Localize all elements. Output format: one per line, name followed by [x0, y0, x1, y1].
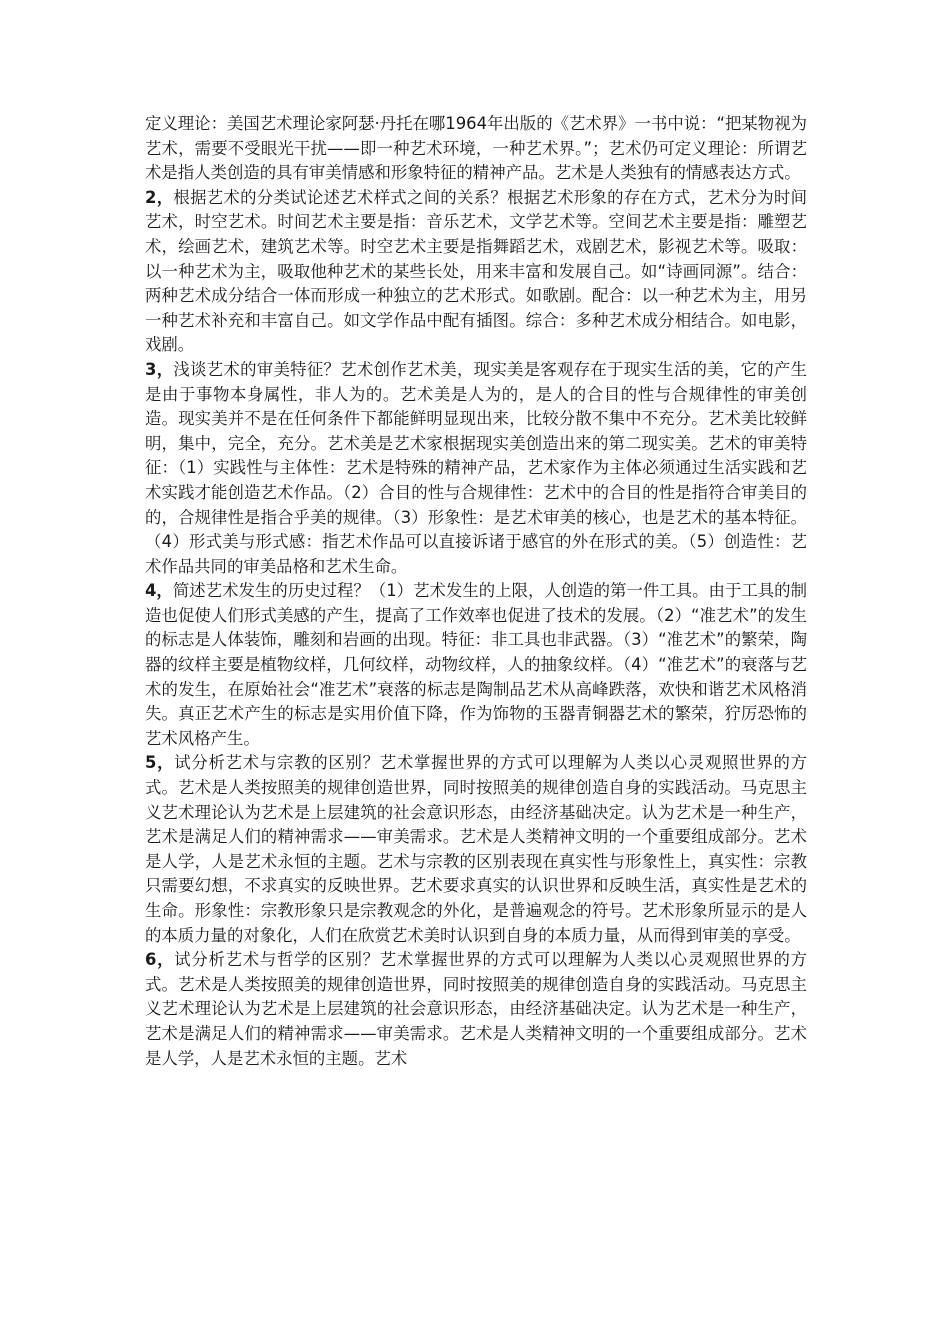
paragraph-number: 5，	[145, 753, 175, 773]
paragraph-number: 6，	[145, 950, 175, 970]
paragraph-text: 试分析艺术与宗教的区别？艺术掌握世界的方式可以理解为人类以心灵观照世界的方式。艺术是人类按照美的规律创造世界，同时按照美的规律创造自身的实践活动。马克思主义艺术理论认为艺术是上层建筑的社会意识形态，由经济基础决定。认为艺术是一种生产，艺术是满足人们的精神需求——审美需求。艺术是人类精神文明的一个重要组成部分。艺术是人学，人是艺术永恒的主题。艺术与宗教的区别表现在真实性与形象性上，真实性：宗教只需要幻想，不求真实的反映世界。艺术要求真实的认识世界和反映生活，真实性是艺术的生命。形象性：宗教形象只是宗教观念的外化，是普遍观念的符号。艺术形象所显示的是人的本质力量的对象化，人们在欣赏艺术美时认识到自身的本质力量，从而得到审美的享受。	[145, 753, 808, 945]
paragraph-definition-theory	[145, 112, 807, 186]
paragraph-question-2	[145, 186, 807, 358]
paragraph-question-5	[145, 751, 807, 948]
paragraph-question-6	[145, 948, 807, 1071]
paragraph-text: 定义理论：美国艺术理论家阿瑟·丹托在哪1964年出版的《艺术界》一书中说：“把某物视为艺术，需要不受眼光干扰——即一种艺术环境，一种艺术界。”；艺术仍可定义理论：所谓艺术是指人类创造的具有审美情感和形象特征的精神产品。艺术是人类独有的情感表达方式。	[145, 114, 807, 183]
paragraph-text: 根据艺术的分类试论述艺术样式之间的关系？根据艺术形象的存在方式，艺术分为时间艺术，时空艺术。时间艺术主要是指：音乐艺术，文学艺术等。空间艺术主要是指：雕塑艺术，绘画艺术，建筑艺术等。时空艺术主要是指舞蹈艺术，戏剧艺术，影视艺术等。吸取：以一种艺术为主，吸取他种艺术的某些长处，用来丰富和发展自己。如“诗画同源”。结合：两种艺术成分结合一体而形成一种独立的艺术形式。如歌剧。配合：以一种艺术为主，用另一种艺术补充和丰富自己。如文学作品中配有插图。综合：多种艺术成分相结合。如电影，戏剧。	[145, 187, 808, 355]
paragraph-text: 简述艺术发生的历史过程？（1）艺术发生的上限，人创造的第一件工具。由于工具的制造也促使人们形式美感的产生，提高了工作效率也促进了技术的发展。（2）“准艺术”的发生的标志是人体装饰，雕刻和岩画的出现。特征：非工具也非武器。（3）“准艺术”的繁荣，陶器的纹样主要是植物纹样，几何纹样，动物纹样，人的抽象纹样。（4）“准艺术”的衰落与艺术的发生，在原始社会“准艺术”衰落的标志是陶制品艺术从高峰跌落，欢快和谐艺术风格消失。真正艺术产生的标志是实用价值下降，作为饰物的玉器青铜器艺术的繁荣，狞厉恐怖的艺术风格产生。	[145, 581, 807, 748]
paragraph-number: 4，	[145, 581, 173, 601]
paragraph-number: 3，	[145, 359, 174, 379]
document-page	[145, 112, 807, 1071]
paragraph-question-3	[145, 358, 807, 579]
paragraph-text: 试分析艺术与哲学的区别？艺术掌握世界的方式可以理解为人类以心灵观照世界的方式。艺术是人类按照美的规律创造世界，同时按照美的规律创造自身的实践活动。马克思主义艺术理论认为艺术是上层建筑的社会意识形态，由经济基础决定。认为艺术是一种生产，艺术是满足人们的精神需求——审美需求。艺术是人类精神文明的一个重要组成部分。艺术是人学，人是艺术永恒的主题。艺术	[145, 950, 808, 1068]
paragraph-question-4	[145, 579, 807, 751]
paragraph-text: 浅谈艺术的审美特征？艺术创作艺术美，现实美是客观存在于现实生活的美，它的产生是由于事物本身属性，非人为的。艺术美是人为的，是人的合目的性与合规律性的审美创造。现实美并不是在任何条件下都能鲜明显现出来，比较分散不集中不充分。艺术美比较鲜明，集中，完全，充分。艺术美是艺术家根据现实美创造出来的第二现实美。艺术的审美特征：（1）实践性与主体性：艺术是特殊的精神产品，艺术家作为主体必须通过生活实践和艺术实践才能创造艺术作品。（2）合目的性与合规律性：艺术中的合目的性是指符合审美目的的，合规律性是指合乎美的规律。（3）形象性：是艺术审美的核心，也是艺术的基本特征。（4）形式美与形式感：指艺术作品可以直接诉诸于感官的外在形式的美。（5）创造性：艺术作品共同的审美品格和艺术生命。	[145, 359, 808, 576]
paragraph-number: 2，	[145, 187, 174, 207]
